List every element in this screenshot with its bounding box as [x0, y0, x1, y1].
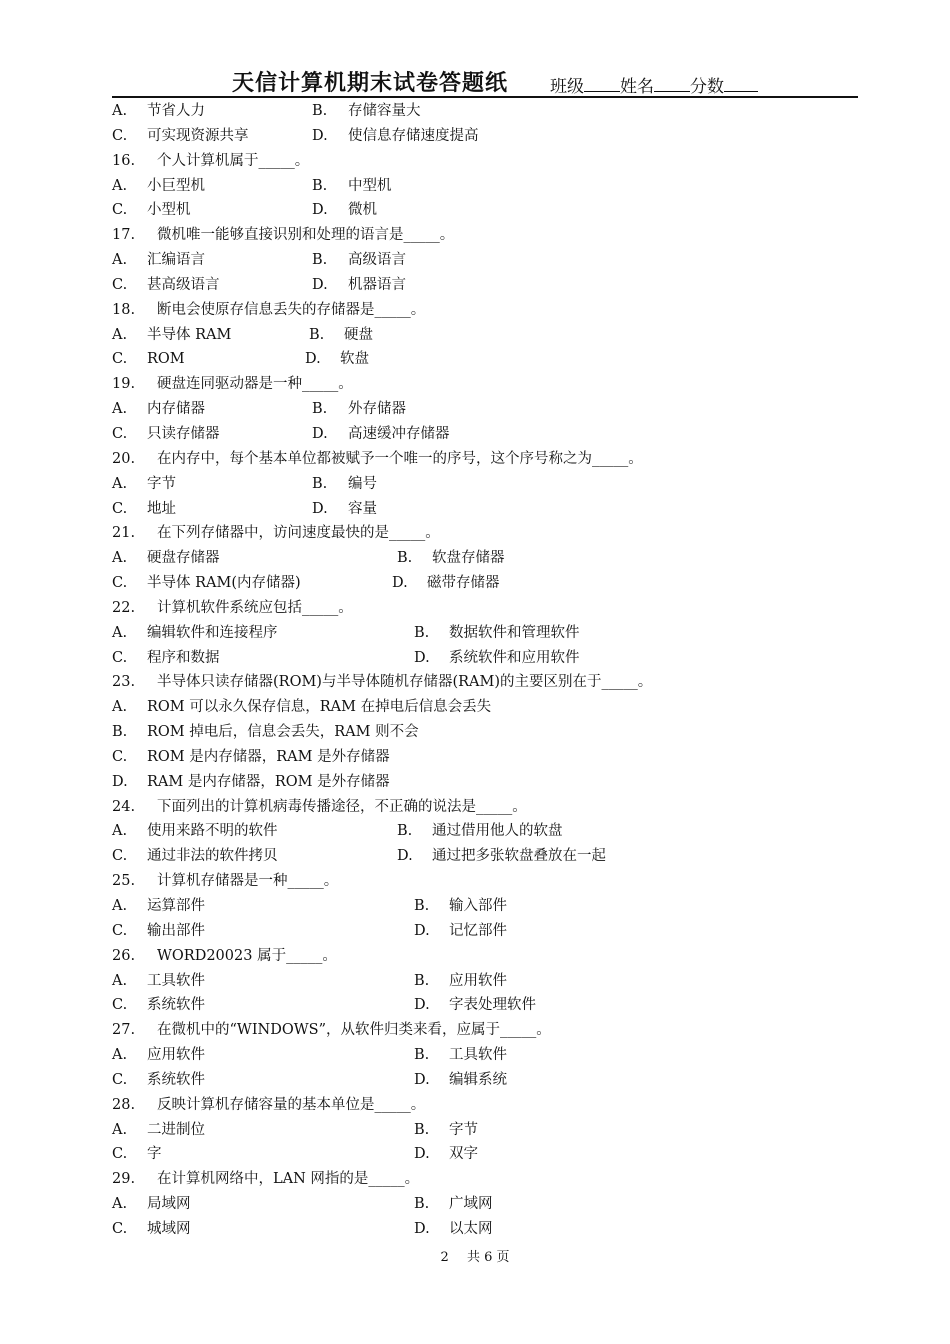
- option-letter: A.: [112, 823, 128, 840]
- option-text: 半导体 RAM: [147, 326, 232, 343]
- option-row: [112, 646, 872, 671]
- option-text: 通过借用他人的软盘: [432, 823, 563, 840]
- option-text: 编辑软件和连接程序: [147, 624, 278, 641]
- option-row: [112, 571, 872, 596]
- option-letter: D.: [414, 1220, 430, 1237]
- option-letter: D.: [414, 922, 430, 939]
- name-blank: [654, 75, 690, 92]
- option-text: 中型机: [348, 177, 392, 194]
- option-letter: B.: [309, 326, 325, 343]
- option-row: [112, 472, 872, 497]
- question-text: 计算机存储器是一种_____。: [157, 873, 339, 890]
- option-letter: A.: [112, 550, 128, 567]
- option-row: [112, 1192, 872, 1217]
- option-letter: B.: [312, 475, 328, 492]
- option-text: 小型机: [147, 202, 191, 219]
- question-number: 21.: [112, 525, 136, 542]
- option-letter: B.: [397, 550, 413, 567]
- option-text: 硬盘: [344, 326, 373, 343]
- question-row: [112, 298, 872, 323]
- option-text: 外存储器: [348, 401, 406, 418]
- question-number: 20.: [112, 450, 136, 467]
- question-number: 26.: [112, 947, 136, 964]
- option-text: 汇编语言: [147, 252, 205, 269]
- question-row: [112, 944, 872, 969]
- option-text: 工具软件: [449, 1047, 507, 1064]
- option-text: ROM 是内存储器，RAM 是外存储器: [147, 748, 390, 765]
- option-letter: B.: [312, 177, 328, 194]
- option-row: [112, 1142, 872, 1167]
- option-letter: D.: [312, 276, 328, 293]
- option-row: [112, 546, 872, 571]
- option-letter: A.: [112, 1196, 128, 1213]
- option-text: ROM: [147, 351, 185, 368]
- option-letter: B.: [112, 724, 128, 741]
- question-number: 23.: [112, 674, 136, 691]
- question-row: [112, 795, 872, 820]
- page-title: 天信计算机期末试卷答题纸: [232, 70, 509, 96]
- option-text: 编辑系统: [449, 1071, 507, 1088]
- option-text: 甚高级语言: [147, 276, 220, 293]
- option-row: [112, 1118, 872, 1143]
- option-text: 节省人力: [147, 103, 205, 119]
- option-letter: C.: [112, 1146, 128, 1163]
- option-text: 使信息存储速度提高: [348, 127, 479, 144]
- option-letter: B.: [397, 823, 413, 840]
- option-text: 字表处理软件: [449, 997, 536, 1014]
- option-row: [112, 347, 872, 372]
- option-letter: C.: [112, 127, 128, 144]
- option-letter: B.: [414, 1047, 430, 1064]
- question-text: 计算机软件系统应包括_____。: [157, 599, 353, 616]
- option-text: 输入部件: [449, 898, 507, 914]
- option-row: [112, 993, 872, 1018]
- option-letter: A.: [112, 326, 128, 343]
- option-letter: A.: [112, 972, 128, 989]
- option-letter: B.: [414, 898, 430, 914]
- option-letter: D.: [414, 1071, 430, 1088]
- option-text: 高速缓冲存储器: [348, 425, 450, 442]
- option-row: [112, 1068, 872, 1093]
- option-text: 磁带存储器: [427, 575, 500, 592]
- option-letter: C.: [112, 351, 128, 368]
- page-total: 共 6 页: [467, 1250, 510, 1265]
- option-text: 编号: [348, 475, 377, 492]
- option-letter: C.: [112, 276, 128, 293]
- option-letter: C.: [112, 575, 128, 592]
- option-text: 内存储器: [147, 401, 205, 418]
- option-letter: A.: [112, 252, 128, 269]
- option-text: 字节: [147, 475, 176, 492]
- option-letter: D.: [392, 575, 408, 592]
- option-text: 通过非法的软件拷贝: [147, 848, 278, 865]
- option-text: 使用来路不明的软件: [147, 823, 278, 840]
- option-letter: C.: [112, 1071, 128, 1088]
- option-letter: D.: [112, 773, 128, 790]
- option-letter: B.: [312, 401, 328, 418]
- option-text: 系统软件和应用软件: [449, 649, 580, 666]
- question-text: 断电会使原存信息丢失的存储器是_____。: [157, 301, 426, 318]
- option-letter: A.: [112, 624, 128, 641]
- option-text: 二进制位: [147, 1121, 205, 1138]
- option-text: 软盘存储器: [432, 550, 505, 567]
- option-text: 城域网: [147, 1220, 191, 1237]
- option-row: [112, 621, 872, 646]
- option-text: 字节: [449, 1121, 478, 1138]
- option-text: 应用软件: [449, 972, 507, 989]
- option-row: [112, 819, 872, 844]
- option-letter: A.: [112, 1121, 128, 1138]
- question-number: 22.: [112, 599, 136, 616]
- option-row: [112, 1217, 872, 1242]
- option-text: 以太网: [449, 1220, 493, 1237]
- option-letter: A.: [112, 1047, 128, 1064]
- question-text: 微机唯一能够直接识别和处理的语言是_____。: [157, 227, 455, 244]
- question-row: [112, 1093, 872, 1118]
- option-letter: D.: [414, 1146, 430, 1163]
- score-blank: [724, 75, 758, 92]
- option-letter: A.: [112, 699, 128, 716]
- question-row: [112, 596, 872, 621]
- option-row: [112, 198, 872, 223]
- question-number: 17.: [112, 227, 136, 244]
- option-letter: D.: [305, 351, 321, 368]
- question-number: 28.: [112, 1096, 136, 1113]
- option-letter: D.: [312, 127, 328, 144]
- class-blank: [584, 75, 620, 92]
- question-row: [112, 1018, 872, 1043]
- option-text: 可实现资源共享: [147, 127, 249, 144]
- option-row: [112, 397, 872, 422]
- option-letter: B.: [312, 103, 328, 119]
- option-letter: C.: [112, 1220, 128, 1237]
- option-letter: B.: [414, 1196, 430, 1213]
- option-text: 程序和数据: [147, 649, 220, 666]
- question-number: 18.: [112, 301, 136, 318]
- option-text: 微机: [348, 202, 377, 219]
- option-letter: A.: [112, 177, 128, 194]
- option-row: [112, 174, 872, 199]
- name-label: 姓名: [620, 77, 654, 97]
- question-text: 在计算机网络中，LAN 网指的是_____。: [157, 1171, 420, 1188]
- option-text: 双字: [449, 1146, 478, 1163]
- option-row: [112, 695, 872, 720]
- option-row: [112, 1043, 872, 1068]
- option-text: 广域网: [449, 1196, 493, 1213]
- question-number: 27.: [112, 1022, 136, 1039]
- question-row: [112, 869, 872, 894]
- option-text: 半导体 RAM(内存储器): [147, 575, 301, 592]
- option-letter: D.: [414, 997, 430, 1014]
- question-text: 在下列存储器中，访问速度最快的是_____。: [157, 525, 440, 542]
- question-row: [112, 670, 872, 695]
- page-footer: [0, 1246, 950, 1265]
- option-text: 高级语言: [348, 252, 406, 269]
- option-letter: A.: [112, 103, 128, 119]
- option-text: 通过把多张软盘叠放在一起: [432, 848, 606, 865]
- option-text: ROM 可以永久保存信息，RAM 在掉电后信息会丢失: [147, 699, 492, 716]
- option-letter: D.: [414, 649, 430, 666]
- option-letter: D.: [312, 425, 328, 442]
- question-row: [112, 372, 872, 397]
- option-text: 系统软件: [147, 997, 205, 1014]
- question-row: [112, 149, 872, 174]
- option-letter: A.: [112, 898, 128, 914]
- answer-sheet-header: [112, 62, 858, 98]
- question-text: 半导体只读存储器(ROM)与半导体随机存储器(RAM)的主要区别在于_____。: [157, 674, 653, 691]
- option-letter: D.: [397, 848, 413, 865]
- question-text: 个人计算机属于_____。: [157, 152, 310, 169]
- option-letter: C.: [112, 922, 128, 939]
- option-row: [112, 99, 872, 124]
- question-text: 反映计算机存储容量的基本单位是_____。: [157, 1096, 426, 1113]
- option-row: [112, 323, 872, 348]
- option-letter: C.: [112, 997, 128, 1014]
- option-row: [112, 248, 872, 273]
- option-text: 只读存储器: [147, 425, 220, 442]
- question-number: 25.: [112, 873, 136, 890]
- option-text: ROM 掉电后，信息会丢失，RAM 则不会: [147, 724, 419, 741]
- option-letter: C.: [112, 649, 128, 666]
- option-letter: A.: [112, 401, 128, 418]
- option-row: [112, 745, 872, 770]
- page-number: 2: [440, 1250, 449, 1265]
- question-text: WORD20023 属于_____。: [157, 947, 337, 964]
- option-text: 小巨型机: [147, 177, 205, 194]
- option-letter: C.: [112, 202, 128, 219]
- question-number: 24.: [112, 798, 136, 815]
- question-text: 在微机中的“WINDOWS”，从软件归类来看，应属于_____。: [157, 1022, 551, 1039]
- question-number: 16.: [112, 152, 136, 169]
- option-text: 系统软件: [147, 1071, 205, 1088]
- option-text: 输出部件: [147, 922, 205, 939]
- option-row: [112, 720, 872, 745]
- student-info-fields: [550, 72, 758, 97]
- option-letter: D.: [312, 500, 328, 517]
- option-text: 工具软件: [147, 972, 205, 989]
- question-text: 硬盘连同驱动器是一种_____。: [157, 376, 353, 393]
- option-text: 记忆部件: [449, 922, 507, 939]
- option-text: 硬盘存储器: [147, 550, 220, 567]
- option-text: 运算部件: [147, 898, 205, 914]
- option-letter: C.: [112, 848, 128, 865]
- option-row: [112, 844, 872, 869]
- option-row: [112, 273, 872, 298]
- option-letter: B.: [414, 1121, 430, 1138]
- option-text: 应用软件: [147, 1047, 205, 1064]
- option-letter: D.: [312, 202, 328, 219]
- option-row: [112, 894, 872, 919]
- question-row: [112, 223, 872, 248]
- class-label: 班级: [550, 77, 584, 97]
- option-letter: B.: [312, 252, 328, 269]
- option-row: [112, 422, 872, 447]
- option-row: [112, 919, 872, 944]
- question-number: 29.: [112, 1171, 136, 1188]
- option-letter: C.: [112, 748, 128, 765]
- option-letter: C.: [112, 500, 128, 517]
- option-text: 局域网: [147, 1196, 191, 1213]
- option-row: [112, 770, 872, 795]
- option-text: 字: [147, 1146, 162, 1163]
- option-row: [112, 124, 872, 149]
- option-text: RAM 是内存储器，ROM 是外存储器: [147, 773, 390, 790]
- option-letter: B.: [414, 624, 430, 641]
- question-number: 19.: [112, 376, 136, 393]
- option-text: 容量: [348, 500, 377, 517]
- score-label: 分数: [690, 77, 724, 97]
- question-list: [112, 99, 872, 1242]
- option-letter: C.: [112, 425, 128, 442]
- option-text: 数据软件和管理软件: [449, 624, 580, 641]
- question-row: [112, 1167, 872, 1192]
- option-letter: B.: [414, 972, 430, 989]
- option-letter: A.: [112, 475, 128, 492]
- option-row: [112, 969, 872, 994]
- option-text: 地址: [147, 500, 176, 517]
- question-text: 在内存中，每个基本单位都被赋予一个唯一的序号，这个序号称之为_____。: [157, 450, 643, 467]
- option-text: 软盘: [340, 351, 369, 368]
- option-text: 机器语言: [348, 276, 406, 293]
- question-text: 下面列出的计算机病毒传播途径，不正确的说法是_____。: [157, 798, 527, 815]
- question-row: [112, 521, 872, 546]
- option-row: [112, 497, 872, 522]
- question-row: [112, 447, 872, 472]
- option-text: 存储容量大: [348, 103, 421, 119]
